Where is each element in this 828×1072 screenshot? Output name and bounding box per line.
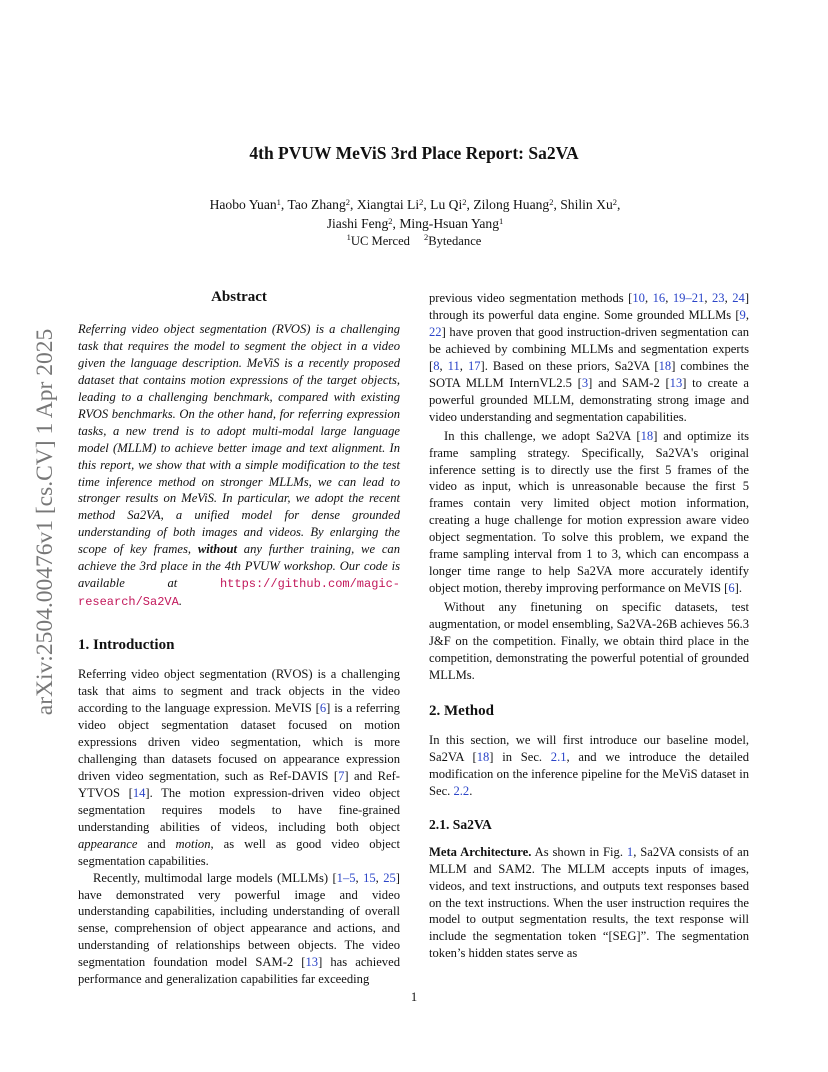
intro-paragraph-1: [78, 666, 400, 869]
author: Zilong Huang: [473, 197, 550, 212]
author: Shilin Xu: [560, 197, 613, 212]
text: ] and Ref-YTVOS [: [78, 768, 400, 800]
affiliation: UC Merced: [350, 234, 410, 248]
text: Referring video object segmentation (RVOS) is a challenging task that aims to segment and track objects in the video according to the language expression. MeVIS [: [78, 667, 400, 716]
text: ]. The motion expression-driven video object segmentation requires models to have fine-grained understanding abilities of videos, including both object: [78, 785, 400, 834]
affiliations: [0, 234, 828, 249]
abstract-text: any further training, we can achieve the 3rd place in the 4th PVUW workshop. Our code is available at: [78, 542, 400, 591]
citation-link[interactable]: 6: [319, 701, 327, 716]
right-paragraph-2: [429, 428, 749, 598]
author: Xiangtai Li: [356, 197, 420, 212]
text: , Sa2VA consists of an MLLM and SAM2. The MLLM accepts inputs of images, videos, and text instructions, and outputs text responses based on the text instructions. When the user instruction requires the model to output segmentation results, the text response will include the segmentation token “[SEG]”. The segmentation token’s hidden states serve as: [429, 844, 749, 961]
right-column: [429, 290, 749, 962]
text: In this challenge, we adopt Sa2VA [: [444, 428, 641, 443]
author: Haobo Yuan: [209, 197, 277, 212]
author-affil-sup: 2: [549, 197, 554, 207]
citation-link[interactable]: 18: [640, 428, 654, 443]
text: .: [469, 783, 473, 798]
citation-link[interactable]: 7: [338, 768, 345, 783]
author-affil-sup: 1: [499, 216, 504, 226]
citation-link[interactable]: 9: [739, 307, 746, 322]
text: ] is a referring video object segmentation dataset focused on motion expressions driven video segmentation, which is more challenging than datasets focused on appearance expression driven video segmentation, such as Ref-DAVIS [: [78, 701, 400, 783]
text: ,: [665, 291, 673, 305]
abstract-text: .: [178, 594, 182, 609]
text: ,: [745, 307, 749, 322]
intro-paragraph-2: [78, 870, 400, 989]
section-link[interactable]: 2.2: [453, 783, 470, 798]
text: ] and SAM-2 [: [588, 375, 670, 390]
citation-link[interactable]: 13: [305, 955, 319, 970]
text: Recently, multimodal large models (MLLMs) [: [93, 870, 337, 885]
text: ,: [439, 358, 448, 373]
text: ,: [724, 291, 733, 305]
author-affil-sup: 1: [276, 197, 281, 207]
citation-link[interactable]: 25: [383, 870, 396, 885]
text: ] have demonstrated very powerful image and video understanding capabilities, including understanding of overall sense, comprehension of object appearance and actions, and understanding of relationships between objects. The video segmentation foundation model SAM-2 [: [78, 870, 400, 970]
emphasis: motion: [175, 836, 211, 851]
emphasis: appearance: [78, 836, 138, 851]
citation-link[interactable]: 18: [658, 358, 672, 373]
section-link[interactable]: 2.1: [550, 749, 567, 764]
text: ] and optimize its frame sampling strategy. Specifically, Sa2VA's original inference setting is to directly use the first 5 frames of the video as input, which is unreasonable because the first 5 frames contain very limited object motion information, creating a huge challenge for motion expression aware video object segmentation. To solve this problem, we expand the frame sampling interval from 1 to 3, which can encompass a longer time range to help Sa2VA more accurately identify object motion, thereby improving performance on MeVIS [: [429, 428, 749, 596]
abstract-text: Referring video object segmentation (RVOS) is a challenging task that requires the model to segment the object in a video given the language description. MeViS is a recently proposed dataset that contains motion expressions of the target objects, leading to a challenging benchmark, compared with existing RVOS benchmarks. On the other hand, for referring expression tasks, a new trend is to adopt multi-modal large language model (MLLM) to achieve better image and text alignment. In this report, we show that with a simple modification to the test time inference method on stronger MLLMs, we can lead to stronger results on MeViS. In particular, we adopt the recent method Sa2VA, a unified model for dense grounded understanding of both images and videos. By enlarging the scope of key frames,: [78, 321, 400, 557]
meta-architecture-paragraph: [429, 844, 749, 963]
citation-link[interactable]: 14: [132, 785, 146, 800]
abstract-emphasis: without: [197, 542, 238, 557]
right-paragraph-3: Without any finetuning on specific datasets, test augmentation, or model ensembling, Sa2VA-26B achieves 56.3 J&F on the competition. Finally, we obtain third place in the competition, demonstrating the powerful potential of grounded MLLMs.: [429, 600, 749, 682]
text: ] through its powerful data engine. Some grounded MLLMs [: [429, 291, 750, 322]
author-affil-sup: 2: [345, 197, 351, 207]
abstract-heading: Abstract: [211, 289, 267, 305]
citation-link[interactable]: 18: [476, 749, 490, 764]
intro-heading: 1. Introduction: [78, 637, 175, 654]
text: and: [137, 836, 176, 851]
page-number: 1: [410, 990, 418, 1004]
citation-link[interactable]: 15: [363, 870, 376, 885]
author-affil-sup: 2: [462, 197, 467, 207]
affiliation: Bytedance: [428, 234, 482, 248]
author-line-2: Jiashi Feng$^2$, Ming-Hsuan Yang$^1$: [326, 216, 504, 231]
text: ] combines the SOTA MLLM InternVL2.5 [: [429, 358, 750, 390]
citation-link[interactable]: 23: [712, 291, 725, 305]
affil-sup: 2: [423, 232, 429, 242]
text: ,: [704, 291, 712, 305]
author: Ming-Hsuan Yang: [399, 216, 500, 231]
author: Lu Qi: [430, 197, 463, 212]
text: ].: [734, 581, 743, 596]
text: ,: [355, 870, 364, 885]
figure-link[interactable]: 1: [626, 844, 634, 859]
citation-link[interactable]: 19–21: [672, 291, 705, 305]
author: Jiashi Feng: [326, 216, 389, 231]
subsection-heading: 2.1. Sa2VA: [429, 816, 492, 832]
text: , as well as good video object segmentation capabilities.: [78, 836, 400, 868]
citation-link[interactable]: 10: [632, 291, 645, 305]
text: ,: [644, 291, 653, 305]
text: ,: [375, 870, 384, 885]
citation-link[interactable]: 16: [652, 291, 666, 305]
code-link[interactable]: https://github.com/magic-research/Sa2VA: [78, 577, 400, 610]
text: As shown in Fig.: [531, 844, 627, 859]
text: ]. Based on these priors, Sa2VA [: [480, 358, 659, 373]
text: previous video segmentation methods [: [429, 291, 633, 305]
text: ] to create a powerful grounded MLLM, demonstrating strong image and video understanding and segmentation capabilities.: [429, 375, 749, 424]
method-paragraph: [429, 732, 749, 800]
right-paragraph-1: [429, 290, 749, 426]
text: ,: [459, 358, 468, 373]
author-list: [120, 195, 710, 233]
text: In this section, we will first introduce our baseline model, Sa2VA [: [429, 732, 749, 764]
citation-link[interactable]: 1–5: [336, 870, 356, 885]
citation-link[interactable]: 17: [467, 358, 481, 373]
text: ] has achieved performance and generalization capabilities far exceeding: [78, 955, 400, 987]
abstract-body: [78, 321, 400, 611]
citation-link[interactable]: 22: [429, 324, 442, 339]
citation-link[interactable]: 13: [669, 375, 683, 390]
citation-link[interactable]: 3: [581, 375, 589, 390]
text: ] have proven that good instruction-driven segmentation can be achieved by combining MLLMs and segmentation experts [: [429, 324, 749, 373]
author-affil-sup: 2: [612, 197, 617, 207]
citation-link[interactable]: 8: [433, 358, 440, 373]
citation-link[interactable]: 6: [728, 581, 735, 596]
author-affil-sup: 2: [388, 216, 393, 226]
paper-title: 4th PVUW MeViS 3rd Place Report: Sa2VA: [249, 143, 579, 163]
left-column: [78, 289, 400, 988]
method-heading: 2. Method: [429, 702, 494, 719]
text: ] in Sec.: [489, 749, 551, 764]
citation-link[interactable]: 24: [732, 291, 745, 305]
citation-link[interactable]: 11: [447, 358, 460, 373]
author: Tao Zhang: [287, 197, 346, 212]
arxiv-stamp-container: [0, 285, 56, 760]
text: , and we introduce the detailed modification on the inference pipeline for the MeViS dataset in Sec.: [429, 749, 749, 798]
author-line-1: Haobo Yuan$^1$, Tao Zhang$^2$, Xiangtai Li$^2$, Lu Qi$^2$, Zilong Huang$^2$, Shilin Xu$^2$,: [209, 197, 621, 212]
author-affil-sup: 2: [419, 197, 424, 207]
paragraph-label: Meta Architecture.: [429, 844, 532, 859]
affil-sup: 1: [346, 232, 351, 242]
arxiv-stamp: arXiv:2504.00476v1 [cs.CV] 1 Apr 2025: [32, 328, 58, 716]
